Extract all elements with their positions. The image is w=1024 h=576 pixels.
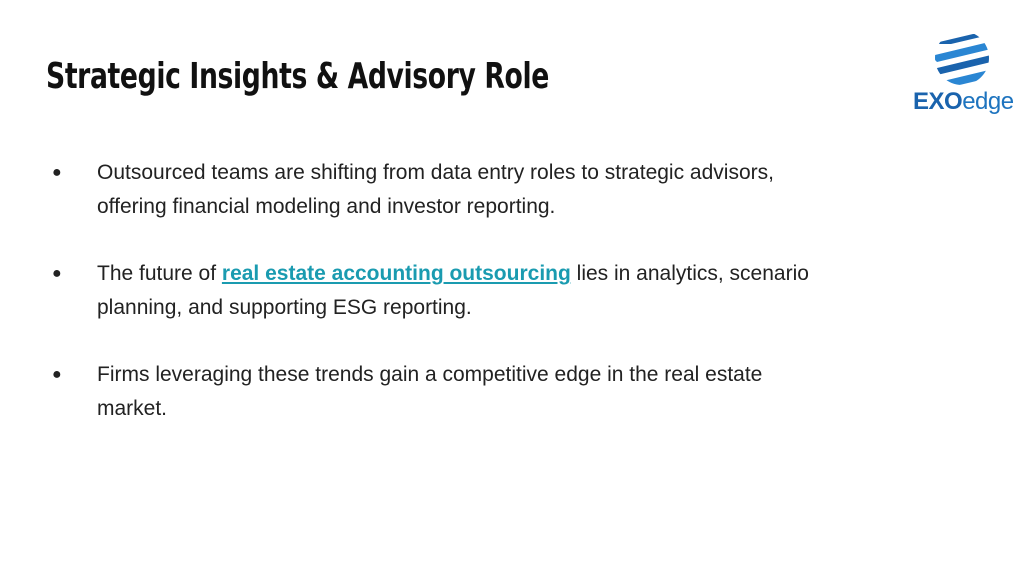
real-estate-accounting-outsourcing-link[interactable]: real estate accounting outsourcing [221, 262, 571, 285]
bullet-list [52, 156, 832, 459]
bullet-marker: ● [52, 366, 62, 383]
bullet-text-before-link: The future of [97, 262, 222, 285]
bullet-text: Outsourced teams are shifting from data entry roles to strategic advisors, offering financial modeling and investor reporting. [97, 161, 774, 218]
bullet-item [52, 358, 832, 426]
bullet-text: Firms leveraging these trends gain a competitive edge in the real estate market. [97, 363, 763, 420]
exoedge-logo-icon [933, 30, 991, 86]
slide-title: Strategic Insights & Advisory Role [46, 56, 549, 97]
company-logo [908, 30, 1016, 122]
logo-exo-text: EXO [913, 88, 963, 115]
bullet-marker: ● [52, 164, 62, 181]
bullet-text-after-link: lies in analytics, scenario planning, and supporting ESG reporting. [97, 262, 809, 319]
bullet-marker: ● [52, 265, 62, 282]
logo-wordmark [913, 88, 1014, 116]
logo-edge-text: edge [962, 88, 1014, 115]
bullet-item [52, 156, 832, 224]
bullet-item [52, 257, 832, 325]
